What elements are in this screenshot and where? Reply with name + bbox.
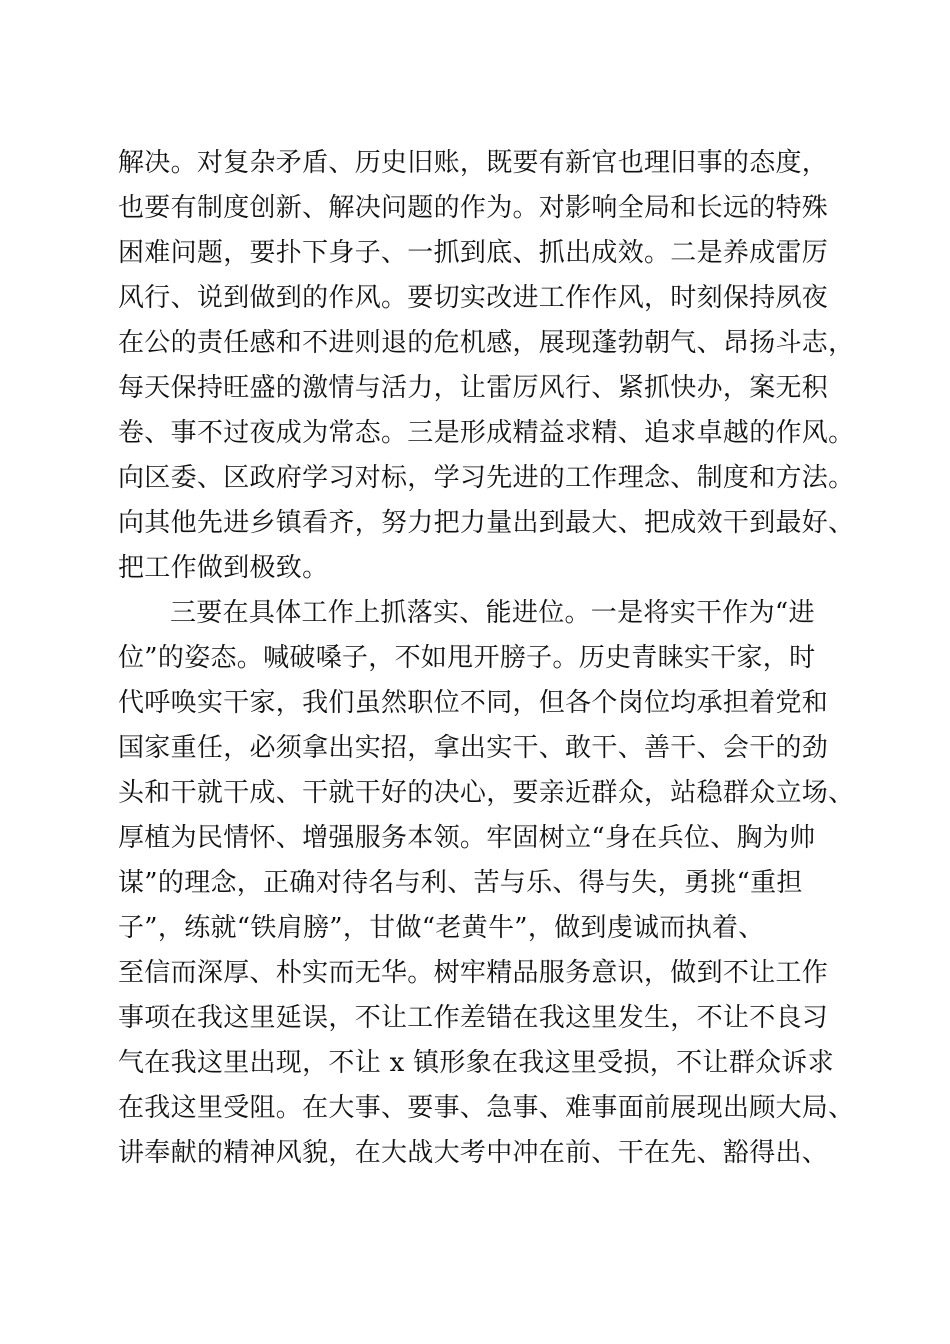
text-line: 讲奉献的精神风貌，在大战大考中冲在前、干在先、豁得出、 (118, 1138, 829, 1168)
text-line: 也要有制度创新、解决问题的作为。对影响全局和长远的特殊 (118, 193, 829, 223)
text-line: 事项在我这里延误，不让工作差错在我这里发生，不让不良习 (118, 1003, 829, 1033)
text-line: 在我这里受阻。在大事、要事、急事、难事面前展现出顾大局、 (118, 1093, 855, 1123)
text-line: 向区委、区政府学习对标，学习先进的工作理念、制度和方法。 (118, 463, 855, 493)
text-line: 国家重任，必须拿出实招，拿出实干、敢干、善干、会干的劲 (118, 733, 829, 763)
text-line: 头和干就干成、干就干好的决心，要亲近群众，站稳群众立场、 (118, 778, 855, 808)
text-line: 三要在具体工作上抓落实、能进位。一是将实干作为“进 (170, 598, 815, 628)
text-line: 至信而深厚、朴实而无华。树牢精品服务意识，做到不让工作 (118, 958, 829, 988)
text-line: 气在我这里出现，不让 x 镇形象在我这里受损，不让群众诉求 (118, 1048, 834, 1078)
text-line: 向其他先进乡镇看齐，努力把力量出到最大、把成效干到最好、 (118, 508, 855, 538)
text-line: 把工作做到极致。 (118, 553, 329, 583)
text-line: 卷、事不过夜成为常态。三是形成精益求精、追求卓越的作风。 (118, 418, 855, 448)
text-line: 每天保持旺盛的激情与活力，让雷厉风行、紧抓快办，案无积 (118, 373, 829, 403)
text-line: 谋”的理念，正确对待名与利、苦与乐、得与失，勇挑“重担 (118, 868, 803, 898)
text-line: 子”，练就“铁肩膀”，甘做“老黄牛”，做到虔诚而执着、 (118, 913, 765, 943)
text-line: 解决。对复杂矛盾、历史旧账，既要有新官也理旧事的态度， (118, 148, 829, 178)
text-line: 代呼唤实干家，我们虽然职位不同，但各个岗位均承担着党和 (118, 688, 829, 718)
text-line: 在公的责任感和不进则退的危机感，展现蓬勃朝气、昂扬斗志， (118, 328, 855, 358)
text-line: 厚植为民情怀、增强服务本领。牢固树立“身在兵位、胸为帅 (118, 823, 816, 853)
text-line: 风行、说到做到的作风。要切实改进工作作风，时刻保持夙夜 (118, 283, 829, 313)
text-line: 困难问题，要扑下身子、一抓到底、抓出成效。二是养成雷厉 (118, 238, 829, 268)
text-line: 位”的姿态。喊破嗓子，不如甩开膀子。历史青睐实干家，时 (118, 643, 816, 673)
